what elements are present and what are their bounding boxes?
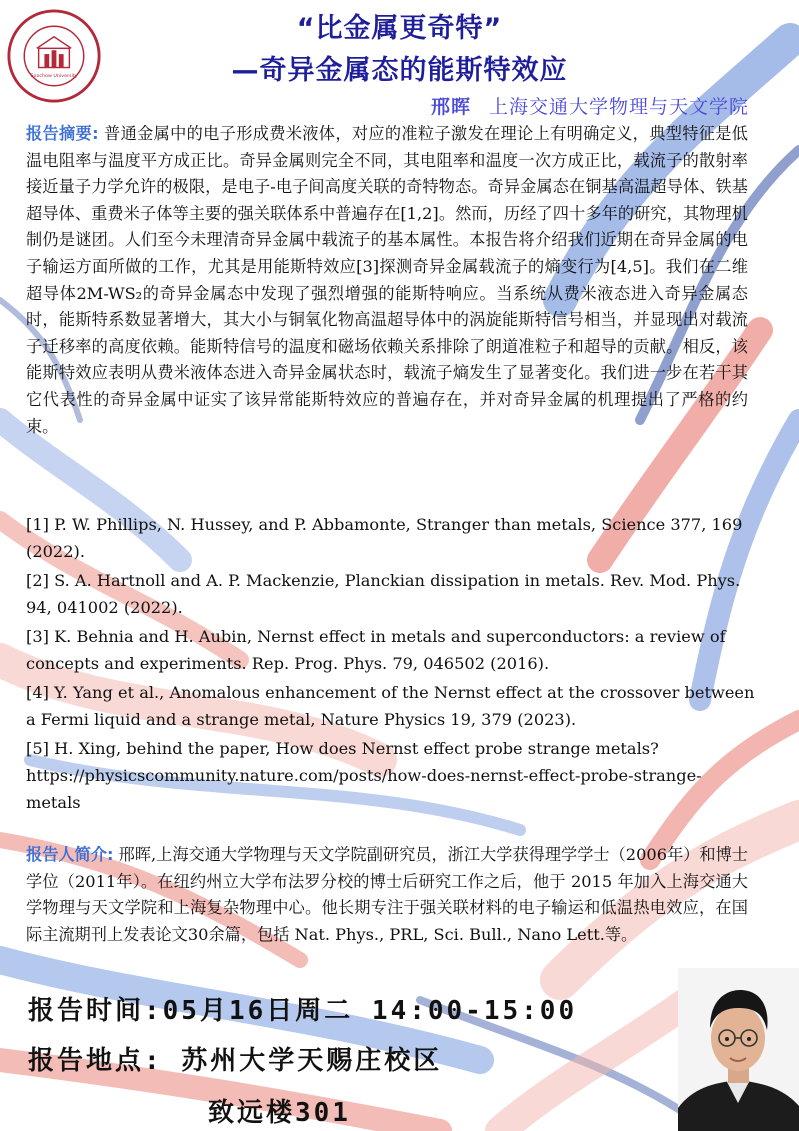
reference-item: [2] S. A. Hartnoll and A. P. Mackenzie, Planckian dissipation in metals. Rev. Mod. Phys. 94, 041002 (2022). xyxy=(26,571,741,617)
reference-item: [1] P. W. Phillips, N. Hussey, and P. Abbamonte, Stranger than metals, Science 377, 169 (2022). xyxy=(26,515,743,561)
speaker-name: 邢晖 xyxy=(430,96,471,118)
speaker-line xyxy=(431,92,749,119)
references-list xyxy=(26,511,756,818)
svg-text:Soochow University: Soochow University xyxy=(30,74,78,80)
bio-label: 报告人简介: xyxy=(26,845,114,864)
reference-item: [5] H. Xing, behind the paper, How does Nernst effect probe strange metals? https://physicscommunity.nature.com/posts/how-does-nernst-effect-probe-strange-metals xyxy=(26,739,702,812)
title-line-2: —奇异金属态的能斯特效应 xyxy=(231,55,568,86)
abstract-body: 普通金属中的电子形成费米液体，对应的准粒子激发在理论上有明确定义，典型特征是低温电阻率与温度平方成正比。奇异金属则完全不同，其电阻率和温度一次方成正比，载流子的散射率接近量子力学允许的极限，是电子-电子间高度关联的奇特物态。奇异金属态在铜基高温超导体、铁基超导体、重费米子体等主要的强关联体系中普遍存在[1,2]。然而，历经了四十多年的研究，其物理机制仍是谜团。人们至今未理清奇异金属中载流子的基本属性。本报告将介绍我们近期在奇异金属的电子输运方面所做的工作，尤其是用能斯特效应[3]探测奇异金属载流子的熵变行为[4,5]。我们在二维超导体2M-WS₂的奇异金属态中发现了强烈增强的能斯特响应。当系统从费米液态进入奇异金属态时，能斯特系数显著增大，其大小与铜氧化物高温超导体中的涡旋能斯特信号相当，并显现出对载流子迁移率的高度依赖。能斯特信号的温度和磁场依赖关系排除了朗道准粒子和超导的贡献。相反，该能斯特效应表明从费米液体态进入奇异金属状态时，载流子熵发生了显著变化。我们进一步在若干其它代表性的奇异金属中证实了该异常能斯特效应的普遍存在，并对奇异金属的机理提出了严格的约束。 xyxy=(26,124,748,436)
speaker-affiliation: 上海交通大学物理与天文学院 xyxy=(488,96,749,118)
bio-body: 邢晖,上海交通大学物理与天文学院副研究员，浙江大学获得理学学士（2006年）和博士学位（2011年）。在纽约州立大学布法罗分校的博士后研究工作之后，他于 2015 年加入上海交通大学物理与天文学院和上海复杂物理中心。他长期专注于强关联材料的电子输运和低温热电效应，在国际主流期刊上发表论文30余篇，包括 Nat. Phys., PRL, Sci. Bull., Nano Lett.等。 xyxy=(26,845,748,944)
abstract-label: 报告摘要: xyxy=(26,124,99,143)
speaker-photo xyxy=(678,968,799,1131)
event-place: 报告地点: 苏州大学天赐庄校区 xyxy=(28,1046,443,1076)
abstract-section xyxy=(26,121,748,440)
bio-section xyxy=(26,842,748,948)
event-room: 致远楼301 xyxy=(208,1098,351,1128)
reference-item: [3] K. Behnia and H. Aubin, Nernst effect in metals and superconductors: a review of concepts and experiments. Rep. Prog. Phys. 79, 046502 (2016). xyxy=(26,627,726,673)
event-time: 报告时间:05月16日周二 14:00-15:00 xyxy=(28,996,578,1026)
reference-item: [4] Y. Yang et al., Anomalous enhancement of the Nernst effect at the crossover between a Fermi liquid and a strange metal, Nature Physics 19, 379 (2023). xyxy=(26,683,755,729)
title-line-1: “比金属更奇特” xyxy=(296,13,503,44)
